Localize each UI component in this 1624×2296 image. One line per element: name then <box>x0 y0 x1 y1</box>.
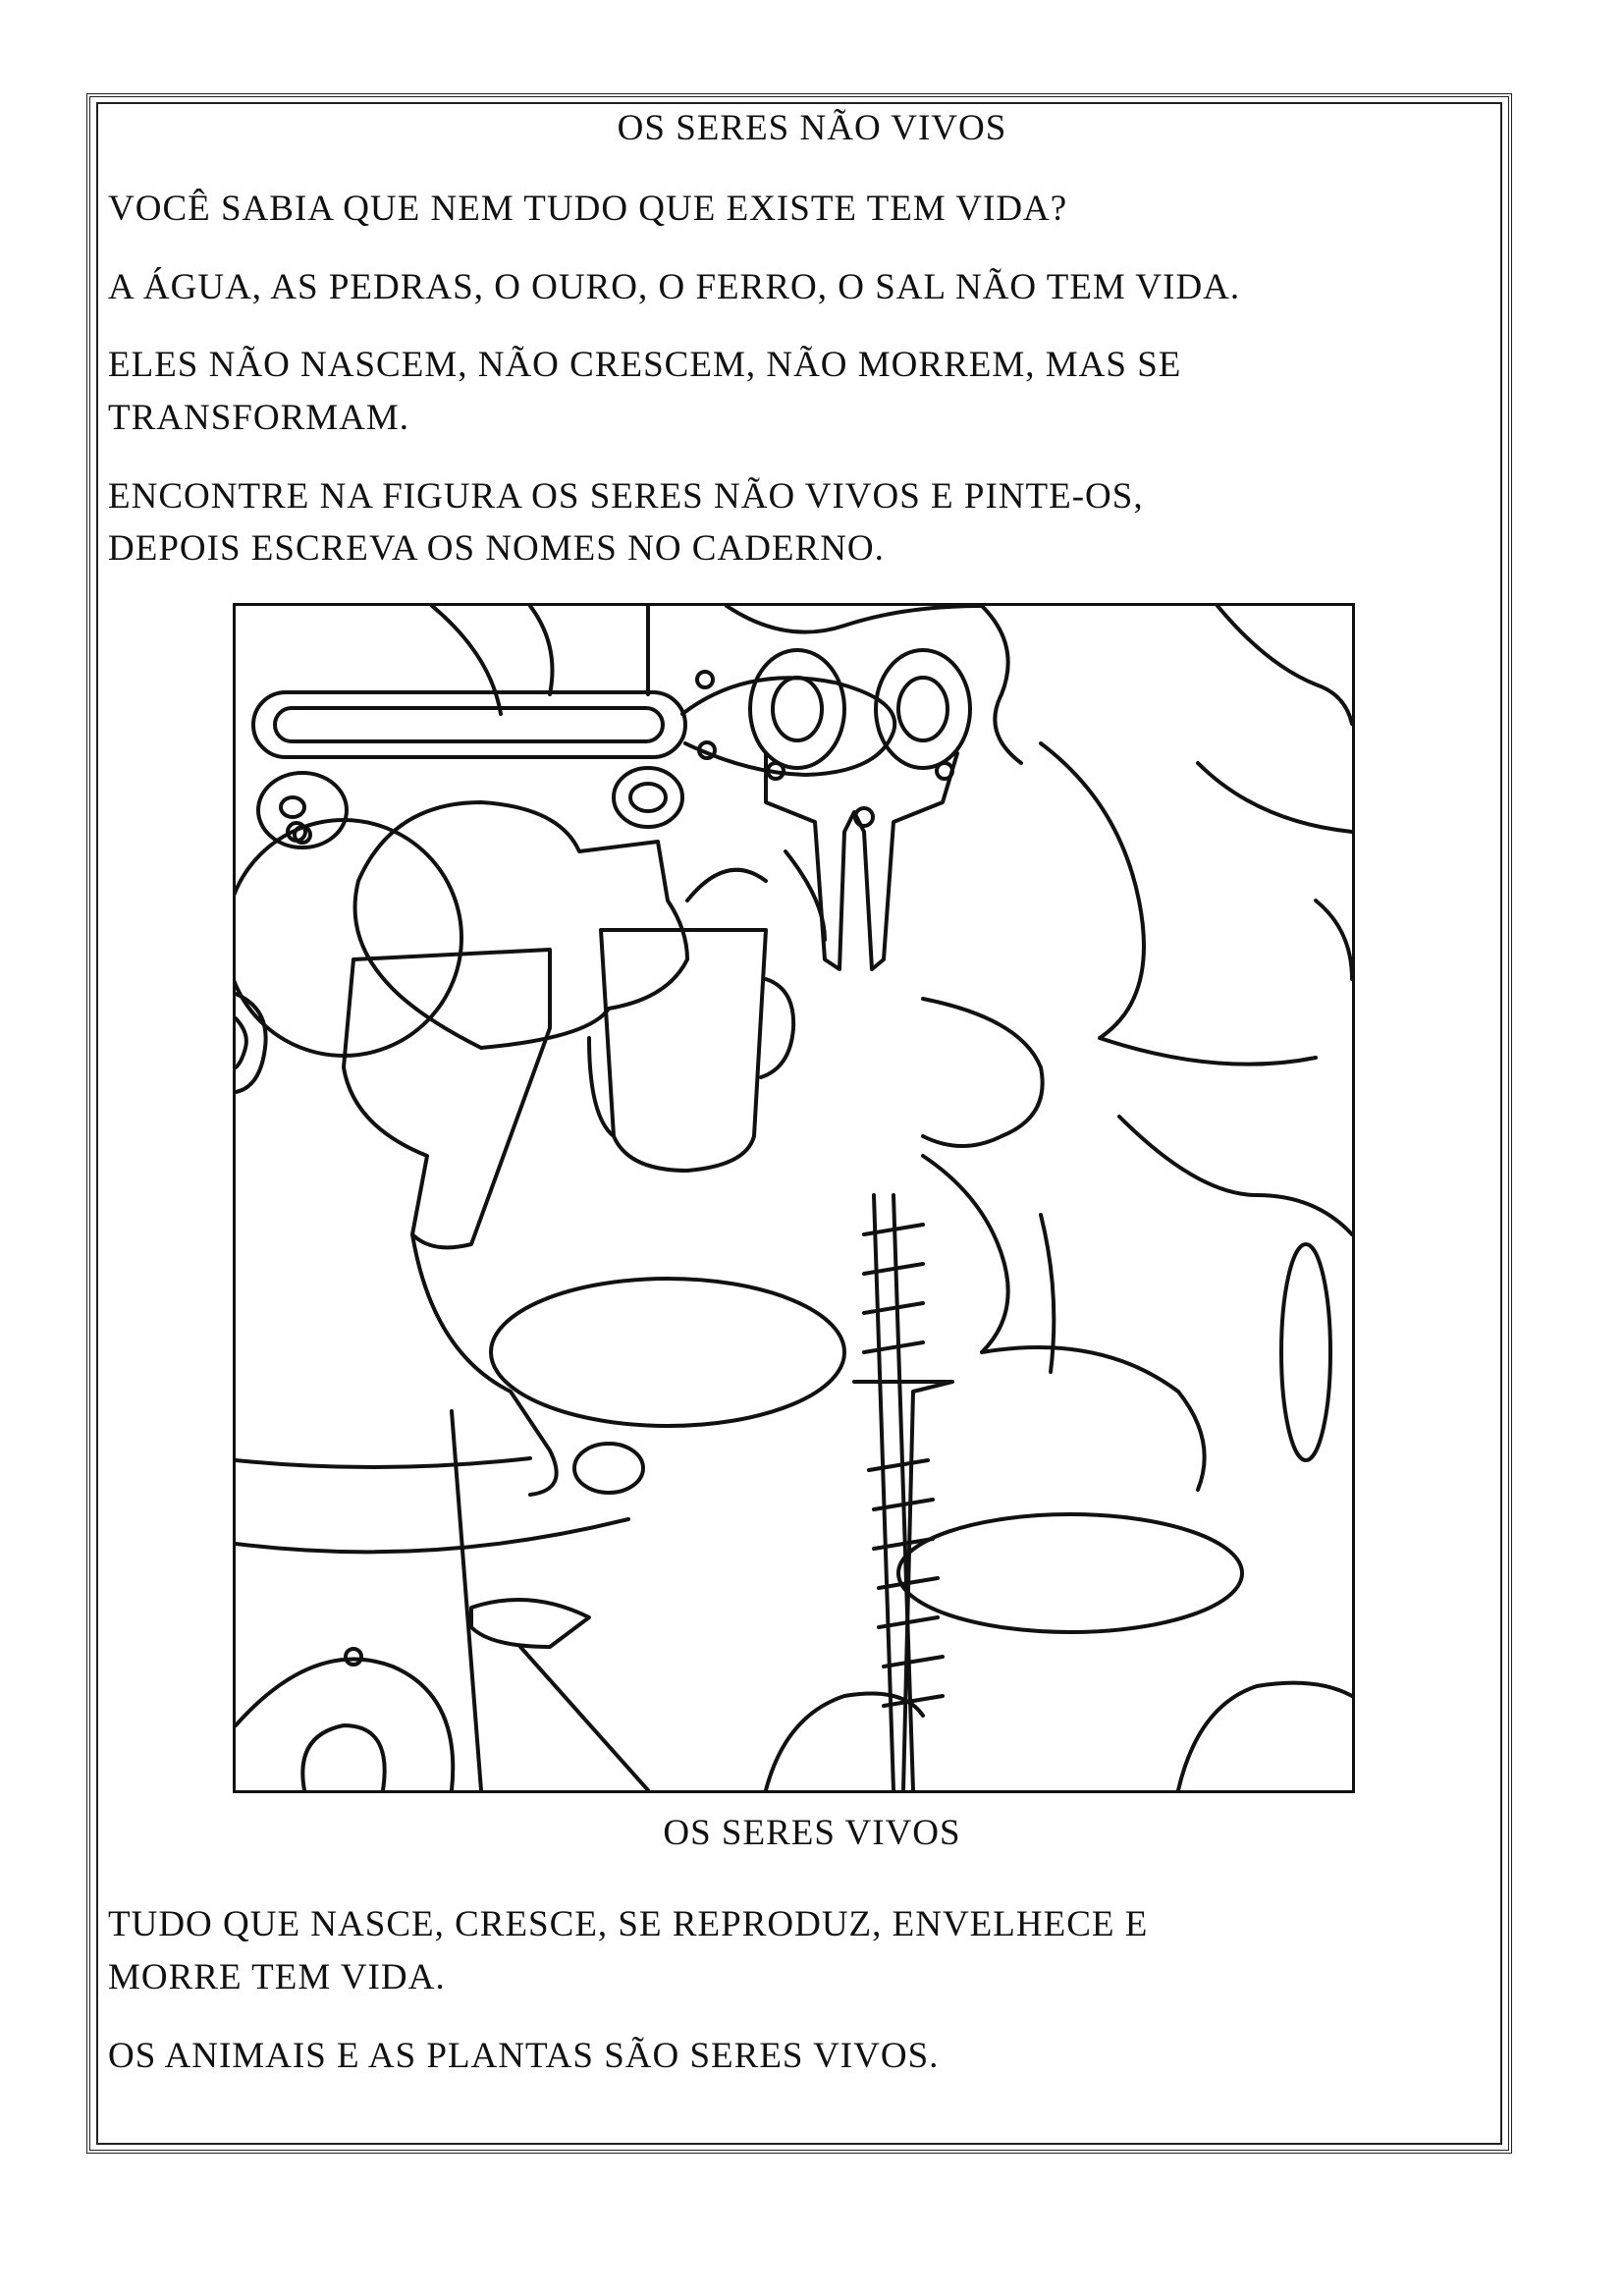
paragraph-intro: VOCÊ SABIA QUE NEM TUDO QUE EXISTE TEM VIDA? <box>108 189 1068 229</box>
section-title-living: OS SERES VIVOS <box>663 1813 961 1853</box>
instruction-line1: ENCONTRE NA FIGURA OS SERES NÃO VIVOS E PINTE-OS, <box>108 476 1144 517</box>
pot-lid-icon <box>491 1279 844 1493</box>
jug-icon <box>295 768 687 1048</box>
cup-icon <box>589 930 793 1171</box>
paragraph-properties-line1: ELES NÃO NASCEM, NÃO CRESCEM, NÃO MORREM, MAS SE <box>108 345 1182 385</box>
stones-icon <box>236 773 1352 1790</box>
paragraph-properties-line2: TRANSFORMAM. <box>108 398 410 438</box>
bowl-icon <box>236 1458 648 1790</box>
scissors-icon <box>750 650 970 969</box>
paragraph-examples: A ÁGUA, AS PEDRAS, O OURO, O FERRO, O SAL NÃO TEM VIDA. <box>108 267 1241 307</box>
living-definition-line2: MORRE TEM VIDA. <box>108 1957 446 1997</box>
living-examples: OS ANIMAIS E AS PLANTAS SÃO SERES VIVOS. <box>108 2036 940 2076</box>
hammer-icon <box>344 950 557 1790</box>
instruction-line2: DEPOIS ESCREVA OS NOMES NO CADERNO. <box>108 528 885 569</box>
coloring-drawing <box>236 606 1352 1790</box>
section-title-non-living: OS SERES NÃO VIVOS <box>617 108 1007 148</box>
living-definition-line1: TUDO QUE NASCE, CRESCE, SE REPRODUZ, ENVELHECE E <box>108 1904 1149 1944</box>
coloring-illustration <box>233 603 1355 1793</box>
